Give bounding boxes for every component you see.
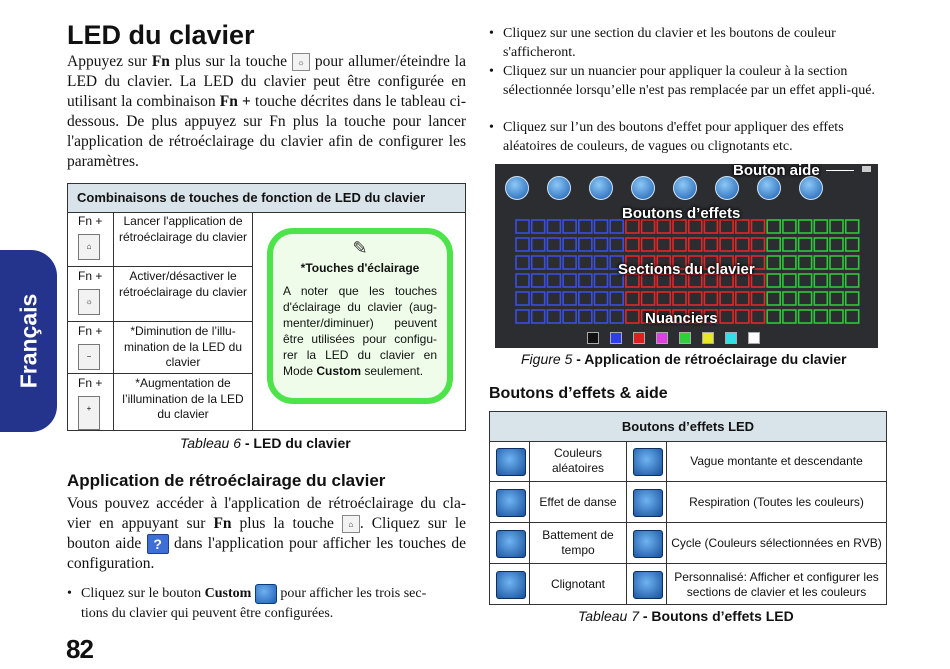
icon-cell: [490, 523, 530, 563]
keyboard-key: [830, 292, 843, 305]
keyboard-key: [783, 274, 796, 287]
bullet-text-2: pour afficher les trois sec-tions du clavier qui peuvent être configurées.: [81, 586, 427, 621]
keyboard-key: [626, 310, 639, 323]
keyboard-key: [814, 220, 827, 233]
bullet-effects: • Cliquez sur l’un des boutons d'effet pour appliquer des effets aléatoires de couleurs, de vagues ou clignotants etc.: [503, 118, 878, 156]
lighting-keys-note: [267, 228, 453, 404]
keyboard-key: [783, 220, 796, 233]
table-row: [490, 482, 886, 523]
fn-cell: [68, 374, 114, 430]
keyboard-key: [579, 220, 592, 233]
keyboard-key: [767, 310, 780, 323]
section-title-effects: Boutons d’effets & aide: [489, 385, 668, 402]
keyboard-key: [516, 310, 529, 323]
effect-icons-row: [501, 176, 861, 206]
custom-button-icon: [255, 584, 277, 604]
wave-icon: [633, 448, 663, 476]
dancing-effect-icon: [547, 176, 571, 200]
random-icon: [496, 448, 526, 476]
color-swatch: [679, 332, 691, 344]
bullet-custom: [81, 584, 453, 623]
keyboard-key: [595, 310, 608, 323]
language-tab: [0, 250, 57, 432]
keyboard-key: [752, 238, 765, 251]
fn-cell: [68, 322, 114, 373]
table6-caption: [180, 435, 351, 451]
caption-title: - Application de rétroéclairage du clavier: [572, 351, 847, 367]
keyboard-key: [642, 292, 655, 305]
keyboard-key: [626, 292, 639, 305]
bullet-section: • Cliquez sur une section du clavier et les boutons de couleur s'afficheront.: [503, 24, 878, 62]
keyboard-key: [846, 292, 859, 305]
keyboard-key: [767, 292, 780, 305]
keyboard-key: [563, 238, 576, 251]
keyboard-key: [736, 292, 749, 305]
desc-cell: *Diminution de l’illu-mination de la LED du clavier: [114, 322, 253, 373]
keyboard-key: [830, 256, 843, 269]
figure5-caption: [521, 351, 846, 367]
keyboard-key: [799, 220, 812, 233]
led-toggle-key-icon: ☼: [78, 289, 100, 315]
keyboard-key: [626, 238, 639, 251]
keyboard-key: [814, 310, 827, 323]
color-swatch: [587, 332, 599, 344]
keyboard-key: [516, 292, 529, 305]
color-swatch: [702, 332, 714, 344]
color-swatch: [656, 332, 668, 344]
keyboard-key: [767, 238, 780, 251]
cycle-effect-icon: [757, 176, 781, 200]
keyboard-key: [673, 292, 686, 305]
keyboard-key: [673, 238, 686, 251]
help-button-label: Bouton aide: [733, 164, 820, 179]
keyboard-key: [799, 310, 812, 323]
keyboard-key: [752, 310, 765, 323]
keyboard-key: [579, 256, 592, 269]
keyboard-key: [547, 220, 560, 233]
plus-key-icon: +: [78, 396, 100, 430]
minus-key-icon: −: [78, 344, 100, 370]
flash-icon: [496, 571, 526, 599]
keyboard-key: [532, 274, 545, 287]
intro-text-4: touche décrites dans le tableau ci-dessous. De plus appuyez sur Fn plus la touche pour lancer l'application de rétroéclairage du clavier afin de configurer les paramètres.: [67, 93, 466, 170]
icon-cell: [490, 482, 530, 522]
breath-effect-icon: [715, 176, 739, 200]
keyboard-key: [532, 310, 545, 323]
keyboard-key: [830, 274, 843, 287]
keyboard-key: [657, 292, 670, 305]
caption-label: Tableau 7: [578, 608, 639, 624]
app-key-icon: ⌂: [342, 515, 360, 533]
keyboard-key: [830, 310, 843, 323]
keyboard-key: [689, 238, 702, 251]
tempo-effect-icon: [589, 176, 613, 200]
effects-table: [489, 411, 887, 605]
keyboard-key: [752, 220, 765, 233]
keyboard-key: [720, 310, 733, 323]
keyboard-key: [579, 274, 592, 287]
app-text-1: Vous pouvez accéder à l'application de rétroéclairage du cla-vier en appuyant sur: [67, 495, 466, 532]
dance-icon: [496, 489, 526, 517]
keyboard-key: [547, 238, 560, 251]
keyboard-key: [532, 292, 545, 305]
keyboard-key: [783, 238, 796, 251]
keyboard-key: [767, 256, 780, 269]
keyboard-key: [547, 274, 560, 287]
random-effect-icon: [505, 176, 529, 200]
swatches-label: Nuanciers: [645, 310, 718, 327]
caption-title: - LED du clavier: [240, 435, 351, 451]
bullet-swatch: • Cliquez sur un nuancier pour appliquer la couleur à la section sélectionnée lorsqu’elle n'est pas remplacée par un effet appli-qué.: [503, 62, 878, 100]
effect-label: Cycle (Couleurs sélectionnées en RVB): [671, 535, 882, 550]
language-tab-label: Français: [15, 293, 41, 389]
note-text-2: seulement.: [361, 364, 424, 378]
keyboard-key: [689, 292, 702, 305]
app-text-4: dans l'application pour afficher les touches de configuration.: [67, 535, 466, 573]
flash-effect-icon: [631, 176, 655, 200]
effect-label: Vague montante et descendante: [690, 453, 863, 468]
bullet-text-1: Cliquez sur le bouton: [81, 586, 205, 602]
led-shortcut-table: [67, 183, 466, 431]
table7-caption: [578, 608, 794, 624]
help-pointer-line: [826, 170, 854, 171]
effect-label: Respiration (Toutes les couleurs): [689, 494, 864, 509]
keyboard-key: [704, 292, 717, 305]
keyboard-key: [563, 220, 576, 233]
help-button-icon: [862, 166, 871, 172]
table-row: [68, 322, 253, 374]
keyboard-key: [579, 238, 592, 251]
page-title: LED du clavier: [67, 20, 255, 50]
keyboard-key: [736, 238, 749, 251]
table6-header: Combinaisons de touches de fonction de LED du clavier: [68, 184, 465, 213]
keyboard-key: [579, 292, 592, 305]
fn-key-text: Fn: [151, 53, 170, 70]
fn-plus-text: Fn +: [219, 93, 251, 110]
keyboard-key: [563, 292, 576, 305]
effect-label: Effet de danse: [530, 482, 627, 522]
cycle-icon: [633, 530, 663, 558]
keyboard-key: [532, 238, 545, 251]
breath-icon: [633, 489, 663, 517]
fn-key-text: Fn: [213, 515, 232, 532]
keyboard-key: [814, 292, 827, 305]
keyboard-key: [846, 238, 859, 251]
note-custom-text: Custom: [316, 364, 362, 378]
icon-cell: [490, 441, 530, 481]
keyboard-key: [814, 256, 827, 269]
caption-label: Tableau 6: [180, 435, 241, 451]
custom-text: Custom: [204, 586, 252, 602]
app-text-3: . Cliquez sur le bouton aide: [67, 515, 467, 552]
keyboard-key: [783, 292, 796, 305]
keyboard-key: [595, 256, 608, 269]
help-button-icon: ?: [147, 534, 169, 554]
keyboard-key: [720, 238, 733, 251]
icon-cell: [627, 564, 667, 605]
intro-text-2: plus sur la touche: [169, 53, 292, 70]
effect-label: Couleurs aléatoires: [530, 441, 627, 481]
keyboard-key: [830, 238, 843, 251]
keyboard-key: [563, 256, 576, 269]
keyboard-key: [799, 292, 812, 305]
table-row: [68, 374, 253, 430]
keyboard-key: [783, 310, 796, 323]
table-row: [490, 523, 886, 564]
keyboard-key: [704, 238, 717, 251]
desc-cell: Lancer l'application de rétroéclairage du clavier: [114, 212, 253, 266]
icon-cell: [627, 441, 667, 481]
keyboard-key: [516, 238, 529, 251]
backlight-app-figure: [495, 164, 878, 348]
keyboard-key: [610, 238, 623, 251]
keyboard-key: [516, 256, 529, 269]
keyboard-key: [846, 274, 859, 287]
note-title: *Touches d'éclairage: [300, 261, 420, 275]
keyboard-sections-label: Sections du clavier: [618, 261, 755, 278]
effect-label: Battement de tempo: [530, 523, 627, 563]
keyboard-key: [610, 310, 623, 323]
app-text-2: plus la touche: [231, 515, 342, 532]
keyboard-key: [642, 238, 655, 251]
keyboard-key: [799, 274, 812, 287]
effect-label: Personnalisé: Afficher et configurer les sections de clavier et les couleurs: [674, 569, 879, 599]
keyboard-key: [736, 310, 749, 323]
keyboard-key: [814, 274, 827, 287]
keyboard-key: [532, 256, 545, 269]
note-body: [273, 275, 447, 379]
page-number: 82: [66, 634, 93, 664]
keyboard-key: [767, 220, 780, 233]
pencil-icon: ✎: [352, 238, 368, 258]
keyboard-key: [657, 238, 670, 251]
keyboard-key: [799, 256, 812, 269]
keyboard-key: [610, 292, 623, 305]
keyboard-key: [830, 220, 843, 233]
keyboard-key: [767, 274, 780, 287]
icon-cell: [627, 523, 667, 563]
keyboard-key: [516, 274, 529, 287]
keyboard-key: [595, 274, 608, 287]
keyboard-key: [814, 238, 827, 251]
caption-label: Figure 5: [521, 351, 573, 367]
app-key-icon: ⌂: [78, 234, 100, 260]
keyboard-key: [595, 220, 608, 233]
fn-label: Fn +: [78, 269, 103, 283]
keyboard-key: [595, 238, 608, 251]
app-paragraph: [67, 494, 466, 574]
led-key-icon: ☼: [292, 53, 310, 71]
color-swatch: [633, 332, 645, 344]
keyboard-key: [799, 238, 812, 251]
desc-cell: *Augmentation de l’illumination de la LED du clavier: [114, 374, 253, 430]
section-title-app: Application de rétroéclairage du clavier: [67, 471, 386, 490]
icon-cell: [627, 482, 667, 522]
effects-buttons-label: Boutons d’effets: [622, 205, 741, 222]
custom-icon: [633, 571, 663, 599]
fn-label: Fn +: [78, 214, 103, 228]
keyboard-key: [783, 256, 796, 269]
table-row: [68, 212, 253, 267]
intro-text-1: Appuyez sur: [67, 53, 152, 70]
keyboard-key: [846, 220, 859, 233]
fn-label: Fn +: [78, 324, 103, 338]
color-swatch: [748, 332, 760, 344]
fn-cell: [68, 267, 114, 321]
keyboard-key: [516, 220, 529, 233]
icon-cell: [490, 564, 530, 605]
desc-cell: Activer/désactiver le rétroéclairage du clavier: [114, 267, 253, 321]
caption-title: - Boutons d’effets LED: [638, 608, 794, 624]
color-swatch: [610, 332, 622, 344]
note-text-1: A noter que les touches d'éclairage du clavier (aug-menter/diminuer) peuvent être utilisées pour configu-rer la LED du clavier en Mode: [283, 284, 437, 378]
intro-paragraph: [67, 52, 466, 172]
effect-label: Clignotant: [530, 564, 627, 605]
keyboard-key: [563, 310, 576, 323]
fn-cell: [68, 212, 114, 266]
wave-effect-icon: [673, 176, 697, 200]
keyboard-key: [563, 274, 576, 287]
custom-effect-icon: [799, 176, 823, 200]
table-row: [68, 267, 253, 322]
table-row: [490, 564, 886, 605]
fn-label: Fn +: [78, 376, 103, 390]
table-row: [490, 441, 886, 482]
keyboard-key: [846, 310, 859, 323]
keyboard-key: [720, 292, 733, 305]
keyboard-key: [547, 292, 560, 305]
keyboard-key: [547, 310, 560, 323]
color-swatch: [725, 332, 737, 344]
keyboard-key: [595, 292, 608, 305]
keyboard-key: [846, 256, 859, 269]
intro-text-3: pour allumer/éteindre la LED du clavier. La LED du clavier peut être configurée en utilisant la combinaison: [67, 53, 466, 110]
keyboard-key: [532, 220, 545, 233]
table7-header: Boutons d’effets LED: [490, 412, 886, 442]
keyboard-key: [752, 292, 765, 305]
tempo-icon: [496, 530, 526, 558]
keyboard-key: [579, 310, 592, 323]
keyboard-key: [547, 256, 560, 269]
